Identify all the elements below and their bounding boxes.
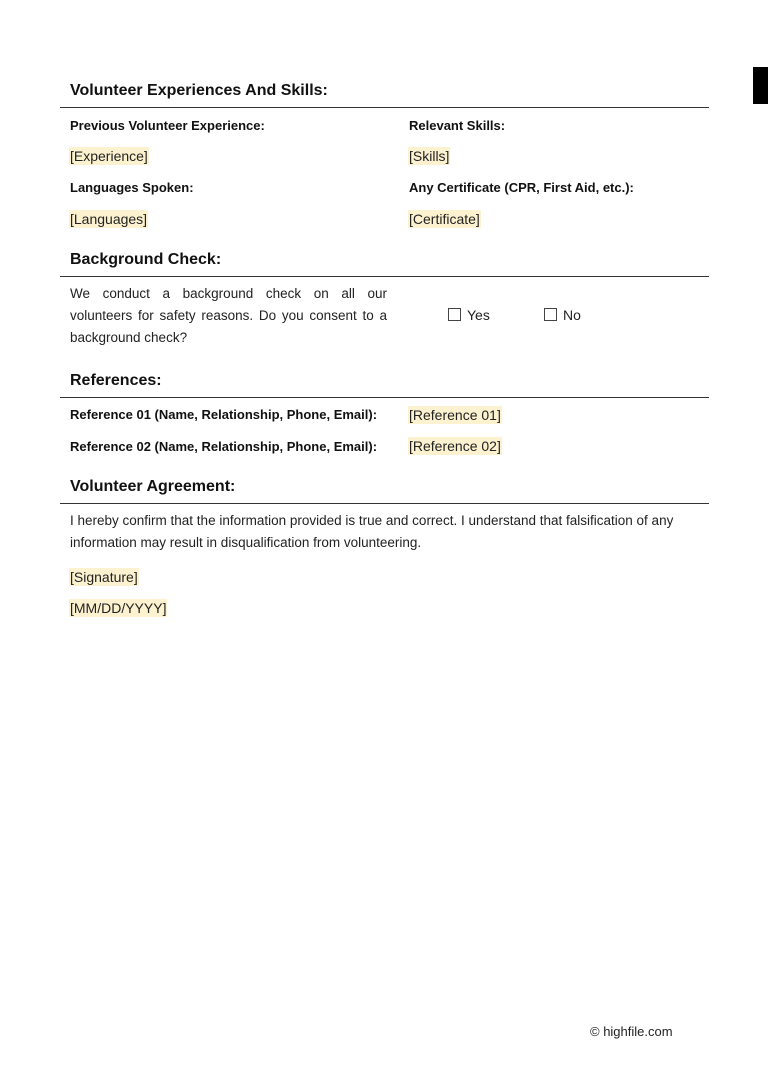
consent-no-checkbox[interactable]: [544, 307, 581, 323]
footer-copyright: © highfile.com: [590, 1024, 673, 1039]
reference-01-field[interactable]: [Reference 01]: [409, 407, 501, 423]
agreement-section-title: Volunteer Agreement:: [70, 478, 236, 495]
languages-label: Languages Spoken:: [70, 180, 194, 195]
background-consent-text: We conduct a background check on all our volunteers for safety reasons. Do you consent to a background check?: [70, 286, 387, 345]
experience-section-title: Volunteer Experiences And Skills:: [70, 82, 328, 99]
languages-field[interactable]: [Languages]: [70, 211, 148, 227]
consent-yes-label: Yes: [467, 307, 490, 323]
certificate-field[interactable]: [Certificate]: [409, 211, 480, 227]
references-section-title: References:: [70, 372, 162, 389]
consent-yes-checkbox[interactable]: [448, 307, 490, 323]
signature-field[interactable]: [Signature]: [70, 569, 138, 585]
reference-02-label: Reference 02 (Name, Relationship, Phone, Email):: [70, 439, 378, 454]
checkbox-icon: [448, 308, 461, 321]
references-section-rule: [60, 397, 709, 398]
certificate-label: Any Certificate (CPR, First Aid, etc.):: [409, 180, 634, 195]
date-field[interactable]: [MM/DD/YYYY]: [70, 600, 167, 616]
experience-section-rule: [60, 107, 709, 108]
relevant-skills-label: Relevant Skills:: [409, 118, 506, 133]
background-section-title: Background Check:: [70, 251, 222, 268]
page-edge-marker: [753, 67, 768, 104]
reference-01-label: Reference 01 (Name, Relationship, Phone, Email):: [70, 407, 378, 422]
consent-no-label: No: [563, 307, 581, 323]
experience-field[interactable]: [Experience]: [70, 148, 148, 164]
skills-field[interactable]: [Skills]: [409, 148, 450, 164]
agreement-text: I hereby confirm that the information provided is true and correct. I understand that falsification of any information may result in disqualification from volunteering.: [70, 513, 674, 550]
background-section-rule: [60, 276, 709, 277]
reference-02-field[interactable]: [Reference 02]: [409, 438, 501, 454]
agreement-section-rule: [60, 503, 709, 504]
previous-experience-label: Previous Volunteer Experience:: [70, 118, 265, 133]
checkbox-icon: [544, 308, 557, 321]
